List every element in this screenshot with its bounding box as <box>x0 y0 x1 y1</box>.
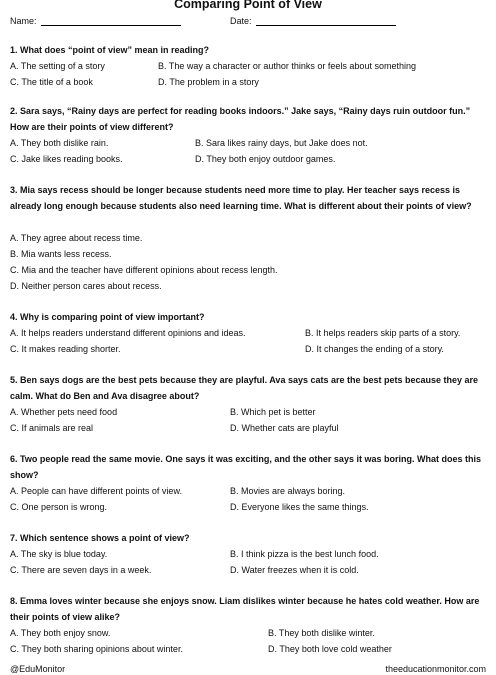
q6-option-a: A. People can have different points of view. <box>10 486 182 496</box>
q2-option-c: C. Jake likes reading books. <box>10 154 123 164</box>
question-8: 8. Emma loves winter because she enjoys snow. Liam dislikes winter because he hates cold weather. How are their points of view alike? <box>10 596 480 622</box>
question-4: 4. Why is comparing point of view important? <box>10 312 205 322</box>
q7-option-d: D. Water freezes when it is cold. <box>230 565 359 575</box>
q5-option-c: C. If animals are real <box>10 423 94 433</box>
q3-option-a: A. They agree about recess time. <box>10 233 143 243</box>
name-field <box>10 16 181 26</box>
q6-option-d: D. Everyone likes the same things. <box>230 502 369 512</box>
date-line <box>256 16 396 26</box>
q7-option-a: A. The sky is blue today. <box>10 549 108 559</box>
q2-option-a: A. They both dislike rain. <box>10 138 109 148</box>
q2-option-d: D. They both enjoy outdoor games. <box>195 154 336 164</box>
q7-option-b: B. I think pizza is the best lunch food. <box>230 549 379 559</box>
question-6: 6. Two people read the same movie. One says it was exciting, and the other says it was boring. What does this show? <box>10 454 481 480</box>
q4-option-c: C. It makes reading shorter. <box>10 344 121 354</box>
q6-option-c: C. One person is wrong. <box>10 502 108 512</box>
q3-option-d: D. Neither person cares about recess. <box>10 281 162 291</box>
q1-option-d: D. The problem in a story <box>158 77 259 87</box>
question-7: 7. Which sentence shows a point of view? <box>10 533 190 543</box>
question-1: 1. What does “point of view” mean in reading? <box>10 45 210 55</box>
q7-option-c: C. There are seven days in a week. <box>10 565 152 575</box>
q5-option-d: D. Whether cats are playful <box>230 423 339 433</box>
date-label: Date: <box>230 16 252 26</box>
q8-option-b: B. They both dislike winter. <box>268 628 375 638</box>
q1-option-c: C. The title of a book <box>10 77 93 87</box>
footer-handle: @EduMonitor <box>10 664 66 674</box>
q6-option-b: B. Movies are always boring. <box>230 486 346 496</box>
name-line <box>41 16 181 26</box>
q8-option-c: C. They both sharing opinions about winter. <box>10 644 183 654</box>
q5-option-b: B. Which pet is better <box>230 407 316 417</box>
q8-option-a: A. They both enjoy snow. <box>10 628 111 638</box>
question-2: 2. Sara says, “Rainy days are perfect for reading books indoors.” Jake says, “Rainy days ruin outdoor fun.” How are their points of view different? <box>10 106 471 132</box>
q3-option-c: C. Mia and the teacher have different opinions about recess length. <box>10 265 278 275</box>
q1-option-b: B. The way a character or author thinks or feels about something <box>158 61 416 71</box>
q4-option-a: A. It helps readers understand different opinions and ideas. <box>10 328 246 338</box>
q1-option-a: A. The setting of a story <box>10 61 105 71</box>
worksheet-title: Comparing Point of View <box>174 0 322 11</box>
question-5: 5. Ben says dogs are the best pets because they are playful. Ava says cats are the best pets because they are calm. What do Ben and Ava disagree about? <box>10 375 479 401</box>
q5-option-a: A. Whether pets need food <box>10 407 118 417</box>
q3-option-b: B. Mia wants less recess. <box>10 249 112 259</box>
date-field <box>230 16 396 26</box>
q2-option-b: B. Sara likes rainy days, but Jake does not. <box>195 138 368 148</box>
q4-option-b: B. It helps readers skip parts of a story. <box>305 328 461 338</box>
question-3: 3. Mia says recess should be longer because students need more time to play. Her teacher says recess is already long enough because students also need learning time. What is different about their points of view? <box>10 185 472 211</box>
name-label: Name: <box>10 16 37 26</box>
q4-option-d: D. It changes the ending of a story. <box>305 344 444 354</box>
footer-website: theeducationmonitor.com <box>385 664 486 674</box>
q8-option-d: D. They both love cold weather <box>268 644 392 654</box>
